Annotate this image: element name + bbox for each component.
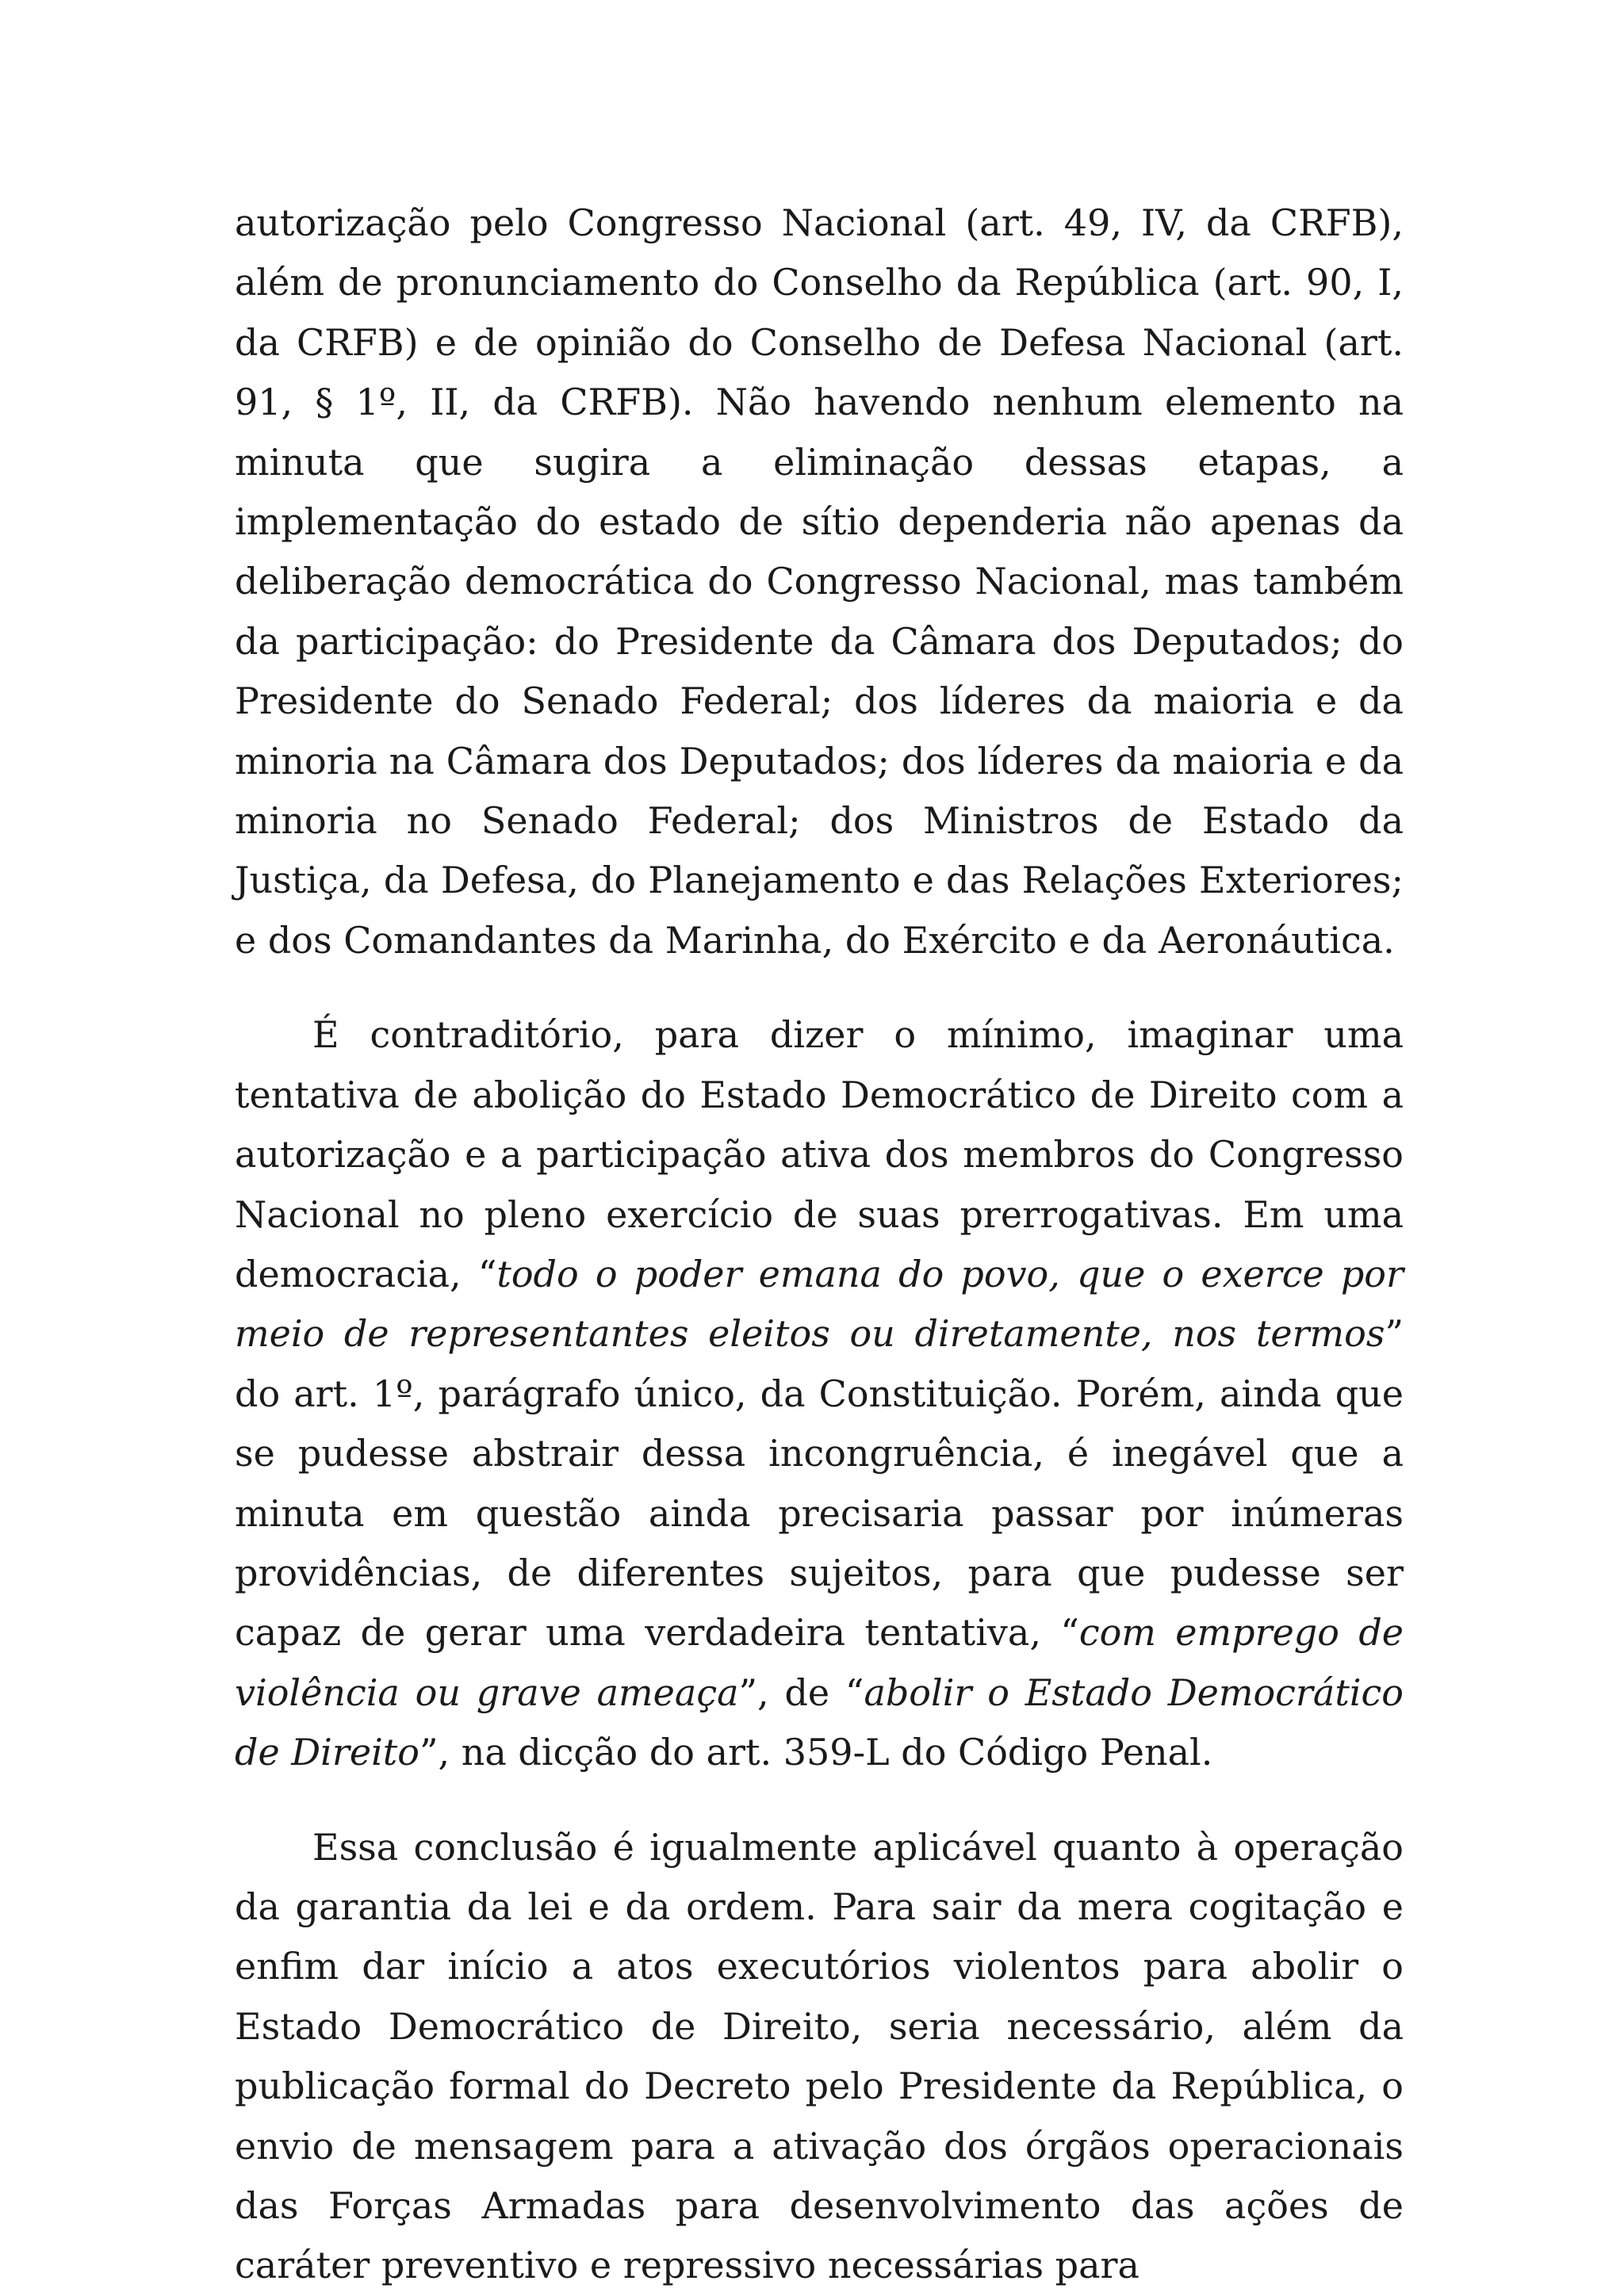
italic-quote-abolish: abolir o Estado Democrático de Direito (235, 1670, 1404, 1774)
document-page (235, 193, 1404, 2296)
paragraph-text-segment: ”, na dicção do art. 359-L do Código Penal. (419, 1731, 1213, 1774)
paragraph-text: Essa conclusão é igualmente aplicável quanto à operação da garantia da lei e da ordem. Para sair da mera cogitação e enfim dar início a atos executórios violentos para abolir o Estado Democrático de Direito, seria necessário, além da publicação formal do Decreto pelo Presidente da República, o envio de mensagem para a ativação dos órgãos operacionais das Forças Armadas para desenvolvimento das ações de caráter preventivo e repressivo necessárias para (235, 1825, 1404, 2287)
paragraph-text-segment: ”, de “ (738, 1670, 864, 1714)
italic-quote-constitution: todo o poder emana do povo, que o exerce por meio de representantes eleitos ou diretamente, nos termos (235, 1252, 1404, 1356)
paragraph-text: autorização pelo Congresso Nacional (art. 49, IV, da CRFB), além de pronunciamento do Conselho da República (art. 90, I, da CRFB) e de opinião do Conselho de Defesa Nacional (art. 91, § 1º, II, da CRFB). Não havendo nenhum elemento na minuta que sugira a eliminação dessas etapas, a implementação do estado de sítio dependeria não apenas da deliberação democrática do Congresso Nacional, mas também da participação: do Presidente da Câmara dos Deputados; do Presidente do Senado Federal; dos líderes da maioria e da minoria na Câmara dos Deputados; dos líderes da maioria e da minoria no Senado Federal; dos Ministros de Estado da Justiça, da Defesa, do Planejamento e das Relações Exteriores; e dos Comandantes da Marinha, do Exército e da Aeronáutica. (235, 201, 1404, 962)
paragraph-text-segment: É contraditório, para dizer o mínimo, imaginar uma tentativa de abolição do Estado Democrático de Direito com a autorização e a participação ativa dos membros do Congresso Nacional no pleno exercício de suas prerrogativas. Em uma democracia, “ (235, 1013, 1404, 1295)
paragraph-contradiction-argument (235, 1005, 1404, 1782)
paragraph-text-segment: ” do art. 1º, parágrafo único, da Constituição. Porém, ainda que se pudesse abstrair dessa incongruência, é inegável que a minuta em questão ainda precisaria passar por inúmeras providências, de diferentes sujeitos, para que pudesse ser capaz de gerar uma verdadeira tentativa, “ (235, 1312, 1404, 1655)
paragraph-law-and-order-operation (235, 1818, 1404, 2296)
paragraph-constitutional-requirements (235, 193, 1404, 970)
italic-quote-violence: com emprego de violência ou grave ameaça (235, 1611, 1404, 1714)
